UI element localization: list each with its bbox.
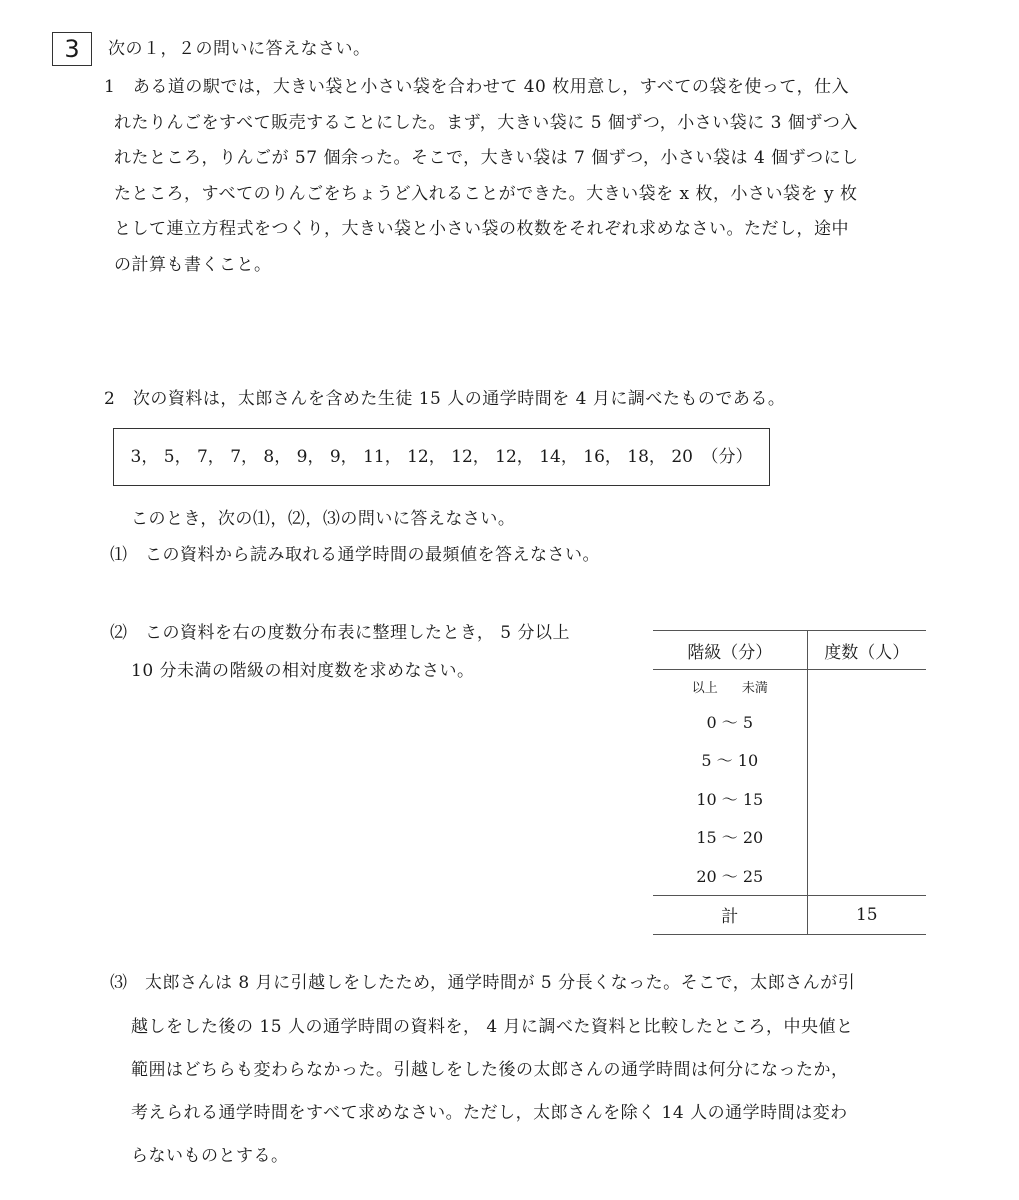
sub-question-3-line: 越しをした後の 15 人の通学時間の資料を， 4 月に調べた資料と比較したところ，中央値と — [131, 1017, 854, 1037]
table-row — [653, 818, 926, 857]
table-total-value: 15 — [807, 895, 926, 934]
class-frequency — [807, 818, 926, 857]
data-box: 3， 5， 7， 7， 8， 9， 9， 11， 12， 12， 12， 14， 16， 18， 20 （分） — [113, 428, 770, 486]
class-frequency — [807, 779, 926, 818]
sub-question-3-line: らないものとする。 — [131, 1146, 289, 1166]
problem-1-line: れたところ，りんごが 57 個余った。そこで，大きい袋は 7 個ずつ，小さい袋は 4 個ずつにし — [114, 148, 859, 169]
table-header-frequency: 度数（人） — [807, 631, 926, 670]
frequency-table — [653, 630, 926, 935]
table-row — [653, 741, 926, 780]
problem-1-line: として連立方程式をつくり，大きい袋と小さい袋の枚数をそれぞれ求めなさい。ただし，途中 — [114, 219, 849, 240]
class-range: 15 ～ 20 — [696, 828, 764, 848]
sub-label-to: 未満 — [741, 680, 768, 696]
table-header-class: 階級（分） — [653, 631, 807, 670]
sub-question-3-line: 範囲はどちらも変わらなかった。引越しをした後の太郎さんの通学時間は何分になったか， — [131, 1060, 849, 1080]
class-range: 0 ～ 5 — [706, 712, 754, 732]
sub-question-1: ⑴ この資料から読み取れる通学時間の最頻値を答えなさい。 — [110, 545, 600, 565]
table-subheader — [653, 670, 807, 703]
problem-2-intro: 2 次の資料は，太郎さんを含めた生徒 15 人の通学時間を 4 月に調べたものである。 — [104, 389, 786, 409]
class-range: 5 ～ 10 — [701, 751, 759, 771]
class-range: 10 ～ 15 — [696, 789, 764, 809]
table-total-label: 計 — [653, 895, 807, 934]
sub-question-2-line: ⑵ この資料を右の度数分布表に整理したとき， 5 分以上 — [110, 623, 570, 643]
sub-label-from: 以上 — [691, 680, 718, 696]
table-row — [653, 856, 926, 895]
class-range: 20 ～ 25 — [696, 866, 764, 886]
problem-1-line: たところ，すべてのりんごをちょうど入れることができた。大きい袋を x 枚，小さい袋を y 枚 — [114, 183, 858, 204]
table-row — [653, 779, 926, 818]
class-frequency — [807, 856, 926, 895]
problem-2-instruction: このとき，次の⑴，⑵，⑶の問いに答えなさい。 — [131, 509, 516, 529]
problem-1-line: 1 ある道の駅では，大きい袋と小さい袋を合わせて 40 枚用意し，すべての袋を使って，仕入 — [104, 77, 850, 97]
sub-question-3-line: ⑶ 太郎さんは 8 月に引越しをしたため，通学時間が 5 分長くなった。そこで，太郎さんが引 — [110, 973, 856, 993]
problem-1-line: の計算も書くこと。 — [114, 254, 272, 275]
question-number: 3 — [52, 32, 92, 66]
sub-question-2-line: 10 分未満の階級の相対度数を求めなさい。 — [131, 661, 475, 681]
question-intro: 次の１，２の問いに答えなさい。 — [108, 39, 371, 59]
sub-question-3-line: 考えられる通学時間をすべて求めなさい。ただし，太郎さんを除く 14 人の通学時間は変わ — [131, 1103, 848, 1123]
class-frequency — [807, 702, 926, 741]
table-row — [653, 702, 926, 741]
problem-1 — [104, 70, 934, 284]
class-frequency — [807, 741, 926, 780]
problem-1-line: れたりんごをすべて販売することにした。まず，大きい袋に 5 個ずつ，小さい袋に 3 個ずつ入 — [114, 112, 858, 133]
